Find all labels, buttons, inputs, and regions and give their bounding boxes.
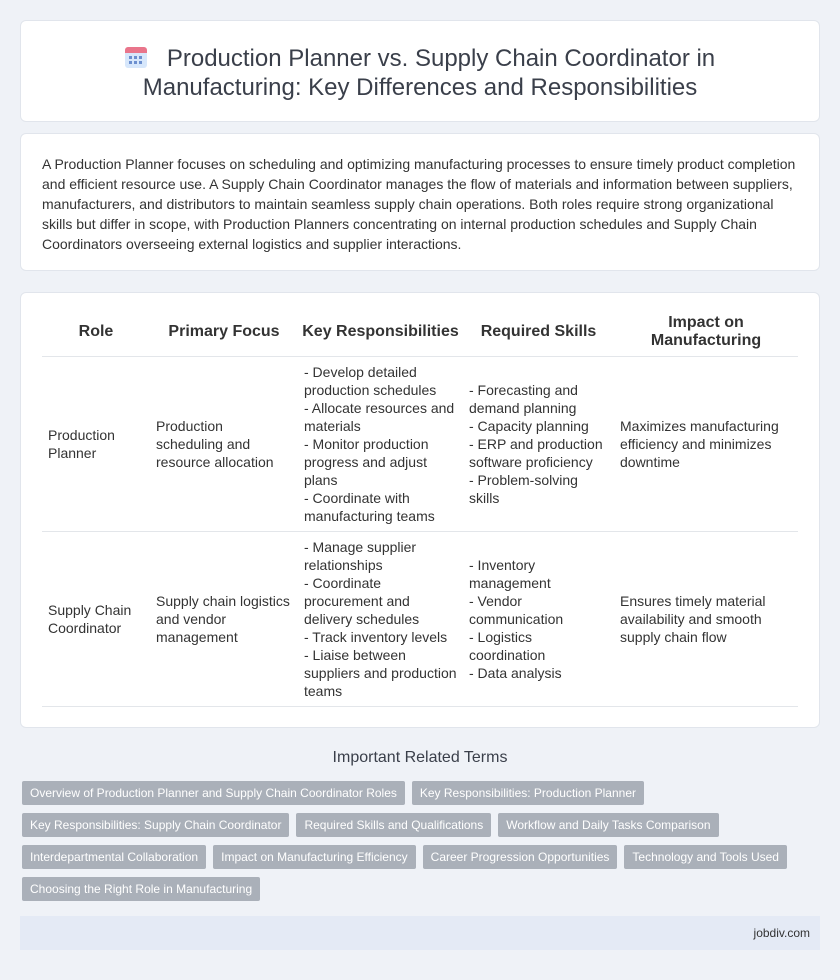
skill-item: - Forecasting and demand planning [469,382,578,416]
related-term-tag[interactable]: Overview of Production Planner and Supply Chain Coordinator Roles [22,781,405,805]
responsibility-item: - Manage supplier relationships [304,539,417,573]
skill-item: - Capacity planning [469,418,589,434]
skill-item: - Problem-solving skills [469,472,578,506]
related-term-tag[interactable]: Key Responsibilities: Supply Chain Coordinator [22,813,289,837]
cell-skills [463,532,614,707]
intro-card [20,133,820,271]
header-key-responsibilities: Key Responsibilities [298,307,463,357]
title-card [20,20,820,122]
calendar-icon [125,46,147,68]
responsibility-item: - Monitor production progress and adjust plans [304,436,429,488]
cell-focus: Production scheduling and resource allocation [150,357,298,532]
comparison-table [42,307,798,707]
skill-item: - Data analysis [469,665,562,681]
skill-item: - ERP and production software proficiency [469,436,603,470]
title-line-2: Manufacturing: Key Differences and Responsibilities [142,74,698,101]
header-primary-focus: Primary Focus [150,307,298,357]
skill-item: - Vendor communication [469,593,564,627]
intro-paragraph: A Production Planner focuses on scheduling and optimizing manufacturing processes to ensure timely product completion and efficient resource use. A Supply Chain Coordinator manages the flow of materials and information between suppliers, manufacturers, and distributors to maintain seamless supply chain operations. Both roles require strong organizational skills but differ in scope, with Production Planners concentrating on internal production schedules and Supply Chain Coordinators overseeing external logistics and supplier interactions. [42,156,796,252]
page-title [21,44,819,102]
comparison-table-card [20,292,820,728]
table-header-row [42,307,798,357]
related-term-tag[interactable]: Technology and Tools Used [624,845,787,869]
table-row [42,532,798,707]
related-term-tag[interactable]: Workflow and Daily Tasks Comparison [498,813,718,837]
header-role: Role [42,307,150,357]
related-term-tag[interactable]: Choosing the Right Role in Manufacturing [22,877,260,901]
cell-role: Supply Chain Coordinator [42,532,150,707]
skill-item: - Inventory management [469,557,551,591]
responsibility-item: - Track inventory levels [304,629,448,645]
related-terms-list [22,781,812,901]
related-term-tag[interactable]: Impact on Manufacturing Efficiency [213,845,416,869]
cell-skills [463,357,614,532]
cell-impact: Ensures timely material availability and smooth supply chain flow [614,532,798,707]
related-terms-title: Important Related Terms [332,749,508,766]
skill-item: - Logistics coordination [469,629,546,663]
cell-role: Production Planner [42,357,150,532]
table-row [42,357,798,532]
footer-site-link[interactable]: jobdiv.com [753,926,810,940]
cell-focus: Supply chain logistics and vendor management [150,532,298,707]
title-line-1: Production Planner vs. Supply Chain Coordinator in [166,45,716,72]
related-term-tag[interactable]: Required Skills and Qualifications [296,813,491,837]
footer [20,916,820,950]
responsibility-item: - Develop detailed production schedules [304,364,437,398]
responsibility-item: - Liaise between suppliers and production teams [304,647,457,699]
related-term-tag[interactable]: Interdepartmental Collaboration [22,845,206,869]
related-term-tag[interactable]: Career Progression Opportunities [423,845,618,869]
responsibility-item: - Allocate resources and materials [304,400,455,434]
cell-responsibilities [298,357,463,532]
responsibility-item: - Coordinate with manufacturing teams [304,490,435,524]
header-impact: Impact on Manufacturing [614,307,798,357]
cell-responsibilities [298,532,463,707]
header-required-skills: Required Skills [463,307,614,357]
responsibility-item: - Coordinate procurement and delivery schedules [304,575,420,627]
cell-impact: Maximizes manufacturing efficiency and minimizes downtime [614,357,798,532]
related-term-tag[interactable]: Key Responsibilities: Production Planner [412,781,644,805]
